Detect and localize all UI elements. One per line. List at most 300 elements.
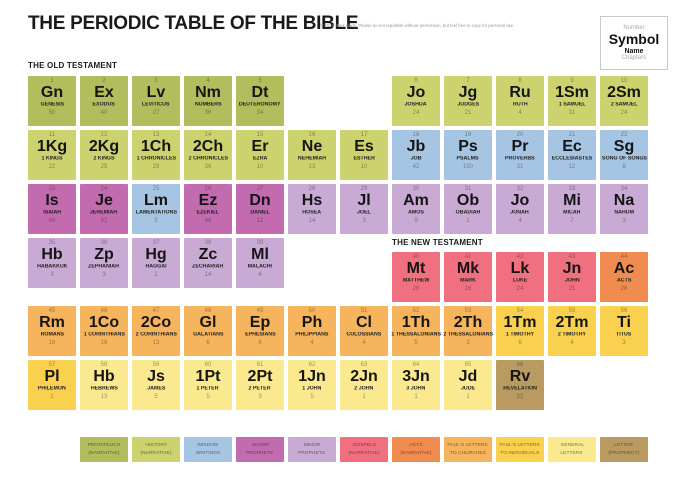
book-tile-daniel: [236, 184, 284, 234]
book-tile-2-chronicles: [184, 130, 232, 180]
legend-label: TO INDIVIDUALS: [500, 450, 540, 456]
book-symbol: 2Sm: [607, 84, 641, 102]
book-tile-habakkuk: [28, 238, 76, 288]
book-number: 66: [516, 362, 524, 368]
book-name: NEHEMIAH: [297, 155, 327, 162]
books-grid: [28, 76, 648, 410]
book-name: 2 CORINTHIANS: [135, 331, 177, 338]
book-name: LAMENTATIONS: [135, 209, 177, 216]
tile-key-box: [600, 16, 668, 70]
book-symbol: 1Sm: [555, 84, 589, 102]
legend-label: ACTS: [409, 442, 423, 448]
book-number: 64: [412, 362, 420, 368]
book-symbol: Mt: [406, 260, 426, 278]
book-chapters: 5: [310, 393, 314, 400]
legend-label: PENTATEUCH: [87, 442, 121, 448]
book-name: MARK: [460, 277, 476, 284]
book-name: PHILIPPIANS: [295, 331, 329, 338]
book-tile-ecclesiastes: [548, 130, 596, 180]
key-chapters-label: Chapters: [621, 54, 647, 61]
legend-label: PROPHETS: [298, 450, 326, 456]
book-chapters: 16: [464, 285, 472, 292]
book-number: 5: [258, 78, 262, 84]
book-number: 47: [152, 308, 160, 314]
book-name: ESTHER: [353, 155, 375, 162]
book-name: JOHN: [564, 277, 580, 284]
legend-label: MINOR: [303, 442, 321, 448]
book-name: EZRA: [252, 155, 268, 162]
book-chapters: 16: [48, 339, 56, 346]
book-name: 1 JOHN: [302, 385, 322, 392]
book-chapters: 13: [100, 393, 108, 400]
book-symbol: Jd: [458, 368, 478, 386]
book-chapters: 1: [466, 393, 470, 400]
book-number: 59: [152, 362, 160, 368]
book-number: 52: [412, 308, 420, 314]
book-tile-2-thessalonians: [444, 306, 492, 356]
book-chapters: 1: [50, 393, 54, 400]
book-tile-zephaniah: [80, 238, 128, 288]
book-number: 48: [204, 308, 212, 314]
book-number: 33: [568, 186, 576, 192]
book-symbol: Sg: [613, 138, 635, 156]
book-number: 61: [256, 362, 264, 368]
book-number: 34: [620, 186, 628, 192]
book-tile-revelation: [496, 360, 544, 410]
book-number: 45: [48, 308, 56, 314]
book-symbol: Ml: [251, 246, 269, 264]
book-tile-1-timothy: [496, 306, 544, 356]
book-number: 16: [308, 132, 316, 138]
book-tile-amos: [392, 184, 440, 234]
book-symbol: Lv: [146, 84, 166, 102]
book-chapters: 150: [462, 163, 473, 170]
book-number: 24: [100, 186, 108, 192]
book-name: 2 THESSALONIANS: [443, 331, 493, 338]
book-name: 2 KINGS: [93, 155, 115, 162]
book-number: 39: [256, 240, 264, 246]
book-number: 8: [518, 78, 522, 84]
book-tile-isaiah: [28, 184, 76, 234]
book-symbol: Pr: [511, 138, 529, 156]
book-number: 50: [308, 308, 316, 314]
book-number: 32: [516, 186, 524, 192]
book-tile-leviticus: [132, 76, 180, 126]
book-number: 22: [620, 132, 628, 138]
book-number: 2: [102, 78, 106, 84]
book-tile-1-kings: [28, 130, 76, 180]
book-tile-matthew: [392, 252, 440, 302]
book-tile-jeremiah: [80, 184, 128, 234]
legend-label: WISDOM: [197, 442, 219, 448]
book-name: PROVERBS: [505, 155, 535, 162]
legend-label: (NARRATIVE): [88, 450, 120, 456]
book-chapters: 31: [516, 163, 524, 170]
legend-item-churches: [444, 437, 492, 462]
book-symbol: 1Tm: [503, 314, 537, 332]
book-symbol: Jo: [510, 192, 530, 210]
legend-item-minor: [288, 437, 336, 462]
book-number: 65: [464, 362, 472, 368]
book-tile-zechariah: [184, 238, 232, 288]
page-title: THE PERIODIC TABLE OF THE BIBLE: [28, 13, 359, 34]
book-chapters: 13: [152, 339, 160, 346]
book-chapters: 36: [204, 163, 212, 170]
book-chapters: 4: [518, 109, 522, 116]
book-number: 44: [620, 254, 628, 260]
book-number: 26: [204, 186, 212, 192]
book-name: HOSEA: [302, 209, 322, 216]
book-symbol: Ez: [198, 192, 218, 210]
legend-item-prophecy: [600, 437, 648, 462]
book-symbol: Jo: [406, 84, 426, 102]
book-symbol: Dn: [249, 192, 271, 210]
legend-label: (NARRATIVE): [400, 450, 432, 456]
book-tile-psalms: [444, 130, 492, 180]
book-name: 1 CHRONICLES: [136, 155, 176, 162]
book-name: NUMBERS: [194, 101, 222, 108]
book-chapters: 22: [516, 393, 524, 400]
book-name: 2 JOHN: [354, 385, 374, 392]
book-symbol: Pl: [44, 368, 60, 386]
book-tile-titus: [600, 306, 648, 356]
book-chapters: 2: [154, 271, 158, 278]
book-number: 19: [464, 132, 472, 138]
book-tile-1-john: [288, 360, 336, 410]
legend-item-acts: [392, 437, 440, 462]
book-symbol: Je: [95, 192, 113, 210]
book-number: 18: [412, 132, 420, 138]
legend-label: MAJOR: [251, 442, 269, 448]
book-number: 4: [206, 78, 210, 84]
book-number: 27: [256, 186, 264, 192]
book-symbol: 2Jn: [350, 368, 378, 386]
book-name: 1 CORINTHIANS: [83, 331, 125, 338]
book-symbol: Ti: [617, 314, 631, 332]
book-symbol: Ec: [562, 138, 582, 156]
book-symbol: Mk: [456, 260, 480, 278]
book-symbol: Jn: [562, 260, 582, 278]
book-chapters: 14: [204, 271, 212, 278]
book-tile-2-samuel: [600, 76, 648, 126]
book-tile-hosea: [288, 184, 336, 234]
book-number: 11: [48, 132, 56, 138]
book-number: 49: [256, 308, 264, 314]
book-symbol: 1Pt: [195, 368, 221, 386]
key-name-label: Name: [624, 47, 644, 55]
book-chapters: 7: [570, 217, 574, 224]
book-chapters: 4: [518, 217, 522, 224]
book-tile-ezekiel: [184, 184, 232, 234]
book-number: 10: [620, 78, 628, 84]
book-tile-proverbs: [496, 130, 544, 180]
key-number-label: Number: [623, 25, 645, 32]
book-chapters: 4: [362, 339, 366, 346]
book-symbol: Ob: [456, 192, 480, 210]
new-testament-heading: THE NEW TESTAMENT: [392, 238, 483, 247]
book-symbol: 2Ch: [192, 138, 224, 156]
book-chapters: 5: [206, 393, 210, 400]
legend-item-general: [548, 437, 596, 462]
book-symbol: Hb: [41, 246, 63, 264]
legend-item-major: [236, 437, 284, 462]
book-name: TITUS: [616, 331, 632, 338]
book-name: EPHESIANS: [244, 331, 276, 338]
book-symbol: 2Th: [453, 314, 483, 332]
book-chapters: 21: [568, 285, 576, 292]
book-name: JOSHUA: [404, 101, 427, 108]
book-chapters: 52: [100, 217, 108, 224]
book-chapters: 28: [412, 285, 420, 292]
book-symbol: Gn: [40, 84, 64, 102]
book-number: 9: [570, 78, 574, 84]
copyright-note: © 2014 Mark Barry. Please do not republish without permission, but feel free to copy for personal use.: [320, 24, 515, 29]
book-name: ZECHARIAH: [192, 263, 224, 270]
book-chapters: 3: [50, 271, 54, 278]
book-tile-3-john: [392, 360, 440, 410]
book-tile-ezra: [236, 130, 284, 180]
book-symbol: Mi: [563, 192, 581, 210]
book-tile-ephesians: [236, 306, 284, 356]
book-chapters: 22: [48, 163, 56, 170]
book-symbol: Cl: [356, 314, 372, 332]
book-number: 3: [154, 78, 158, 84]
book-tile-1-thessalonians: [392, 306, 440, 356]
book-tile-1-peter: [184, 360, 232, 410]
book-tile-deuteronomy: [236, 76, 284, 126]
legend-label: WRITINGS: [195, 450, 221, 456]
book-name: DEUTERONOMY: [239, 101, 281, 108]
book-symbol: 2Pt: [247, 368, 273, 386]
book-name: MATTHEW: [402, 277, 430, 284]
book-name: REVELATION: [503, 385, 537, 392]
book-name: 2 SAMUEL: [610, 101, 638, 108]
book-chapters: 16: [100, 339, 108, 346]
book-symbol: 2Kg: [88, 138, 120, 156]
book-symbol: Er: [251, 138, 269, 156]
book-symbol: Dt: [251, 84, 269, 102]
book-chapters: 1: [362, 393, 366, 400]
book-number: 35: [48, 240, 56, 246]
book-chapters: 10: [360, 163, 368, 170]
legend-label: LETTERS: [560, 450, 584, 456]
book-symbol: 3Jn: [402, 368, 430, 386]
book-chapters: 6: [518, 339, 522, 346]
book-name: LUKE: [512, 277, 528, 284]
book-chapters: 66: [48, 217, 56, 224]
book-symbol: Ne: [301, 138, 323, 156]
book-chapters: 5: [154, 217, 158, 224]
book-chapters: 12: [568, 163, 576, 170]
legend-label: GENERAL: [560, 442, 584, 448]
book-tile-2-john: [340, 360, 388, 410]
book-symbol: Lm: [144, 192, 168, 210]
book-number: 42: [516, 254, 524, 260]
legend-label: HISTORY: [145, 442, 167, 448]
book-tile-2-peter: [236, 360, 284, 410]
book-name: JONAH: [510, 209, 530, 216]
book-name: EXODUS: [92, 101, 116, 108]
book-symbol: Hg: [145, 246, 167, 264]
legend-item-individuals: [496, 437, 544, 462]
book-name: 2 CHRONICLES: [188, 155, 228, 162]
book-number: 21: [568, 132, 576, 138]
book-number: 29: [360, 186, 368, 192]
book-number: 55: [568, 308, 576, 314]
book-chapters: 4: [570, 339, 574, 346]
book-name: GENESIS: [40, 101, 64, 108]
book-name: 1 THESSALONIANS: [391, 331, 441, 338]
book-symbol: Na: [613, 192, 635, 210]
book-name: PSALMS: [456, 155, 479, 162]
book-name: AMOS: [408, 209, 424, 216]
book-tile-mark: [444, 252, 492, 302]
book-number: 41: [464, 254, 472, 260]
book-symbol: 1Th: [401, 314, 431, 332]
book-name: GALATIANS: [192, 331, 224, 338]
book-name: SONG OF SONGS: [601, 155, 647, 162]
book-tile-1-corinthians: [80, 306, 128, 356]
book-number: 51: [360, 308, 368, 314]
book-name: ISAIAH: [43, 209, 61, 216]
legend-label: TO CHURCHES: [449, 450, 487, 456]
book-symbol: Am: [403, 192, 429, 210]
book-name: HABAKKUK: [36, 263, 68, 270]
book-chapters: 10: [256, 163, 264, 170]
book-chapters: 27: [152, 109, 160, 116]
book-chapters: 3: [102, 271, 106, 278]
legend-label: (NARRATIVE): [140, 450, 172, 456]
book-chapters: 3: [622, 217, 626, 224]
legend-item-gospels: [340, 437, 388, 462]
book-number: 58: [100, 362, 108, 368]
book-number: 12: [100, 132, 108, 138]
book-symbol: Hs: [301, 192, 323, 210]
legend-label: PAUL'S LETTERS: [499, 442, 541, 448]
book-tile-john: [548, 252, 596, 302]
book-symbol: 1Kg: [36, 138, 68, 156]
book-chapters: 28: [620, 285, 628, 292]
book-symbol: 2Co: [140, 314, 172, 332]
book-number: 28: [308, 186, 316, 192]
book-number: 62: [308, 362, 316, 368]
book-chapters: 6: [206, 339, 210, 346]
book-name: 1 KINGS: [41, 155, 63, 162]
book-chapters: 21: [464, 109, 472, 116]
category-legend: [80, 437, 648, 462]
book-tile-nahum: [600, 184, 648, 234]
book-name: MALACHI: [247, 263, 273, 270]
book-symbol: Ph: [301, 314, 323, 332]
book-name: OBADIAH: [455, 209, 481, 216]
book-tile-philippians: [288, 306, 336, 356]
book-tile-micah: [548, 184, 596, 234]
book-symbol: Is: [45, 192, 59, 210]
book-number: 25: [152, 186, 160, 192]
legend-item-wisdom: [184, 437, 232, 462]
book-chapters: 5: [414, 339, 418, 346]
book-tile-1-chronicles: [132, 130, 180, 180]
book-number: 36: [100, 240, 108, 246]
book-chapters: 1: [414, 393, 418, 400]
book-symbol: Ep: [249, 314, 271, 332]
book-tile-romans: [28, 306, 76, 356]
book-chapters: 1: [466, 217, 470, 224]
legend-label: PAUL'S LETTERS: [447, 442, 489, 448]
book-number: 56: [620, 308, 628, 314]
book-symbol: Rv: [509, 368, 531, 386]
book-name: HAGGAI: [145, 263, 167, 270]
book-name: 2 TIMOTHY: [557, 331, 587, 338]
legend-label: PROPHETS: [246, 450, 274, 456]
book-chapters: 42: [412, 163, 420, 170]
book-name: JUDE: [460, 385, 476, 392]
book-number: 31: [464, 186, 472, 192]
book-chapters: 34: [256, 109, 264, 116]
book-tile-1-samuel: [548, 76, 596, 126]
book-name: ROMANS: [40, 331, 64, 338]
book-chapters: 3: [362, 217, 366, 224]
book-tile-acts: [600, 252, 648, 302]
book-chapters: 13: [308, 163, 316, 170]
book-tile-jude: [444, 360, 492, 410]
book-symbol: Ps: [458, 138, 478, 156]
book-symbol: Jg: [458, 84, 478, 102]
book-tile-obadiah: [444, 184, 492, 234]
book-symbol: Gl: [199, 314, 217, 332]
book-tile-joshua: [392, 76, 440, 126]
book-chapters: 31: [568, 109, 576, 116]
legend-label: (PROPHECY): [608, 450, 640, 456]
book-number: 14: [204, 132, 212, 138]
book-chapters: 40: [100, 109, 108, 116]
book-symbol: Jb: [406, 138, 426, 156]
book-symbol: Zp: [94, 246, 114, 264]
book-chapters: 36: [204, 109, 212, 116]
book-number: 15: [256, 132, 264, 138]
book-name: EZEKIEL: [196, 209, 220, 216]
book-symbol: Nm: [195, 84, 221, 102]
book-number: 43: [568, 254, 576, 260]
book-tile-haggai: [132, 238, 180, 288]
book-number: 38: [204, 240, 212, 246]
book-chapters: 5: [154, 393, 158, 400]
book-number: 54: [516, 308, 524, 314]
book-chapters: 3: [622, 339, 626, 346]
legend-item-pentateuch: [80, 437, 128, 462]
book-chapters: 48: [204, 217, 212, 224]
book-symbol: 1Co: [88, 314, 120, 332]
book-tile-genesis: [28, 76, 76, 126]
book-chapters: 4: [310, 339, 314, 346]
book-chapters: 25: [100, 163, 108, 170]
book-symbol: 1Jn: [298, 368, 326, 386]
book-tile-judges: [444, 76, 492, 126]
book-tile-lamentations: [132, 184, 180, 234]
book-chapters: 6: [258, 339, 262, 346]
book-number: 53: [464, 308, 472, 314]
book-tile-nehemiah: [288, 130, 336, 180]
book-name: MICAH: [563, 209, 581, 216]
book-number: 40: [412, 254, 420, 260]
book-name: NAHUM: [614, 209, 634, 216]
book-name: JUDGES: [457, 101, 479, 108]
book-number: 63: [360, 362, 368, 368]
book-tile-james: [132, 360, 180, 410]
book-tile-colossians: [340, 306, 388, 356]
book-name: HEBREWS: [90, 385, 118, 392]
book-number: 6: [414, 78, 418, 84]
